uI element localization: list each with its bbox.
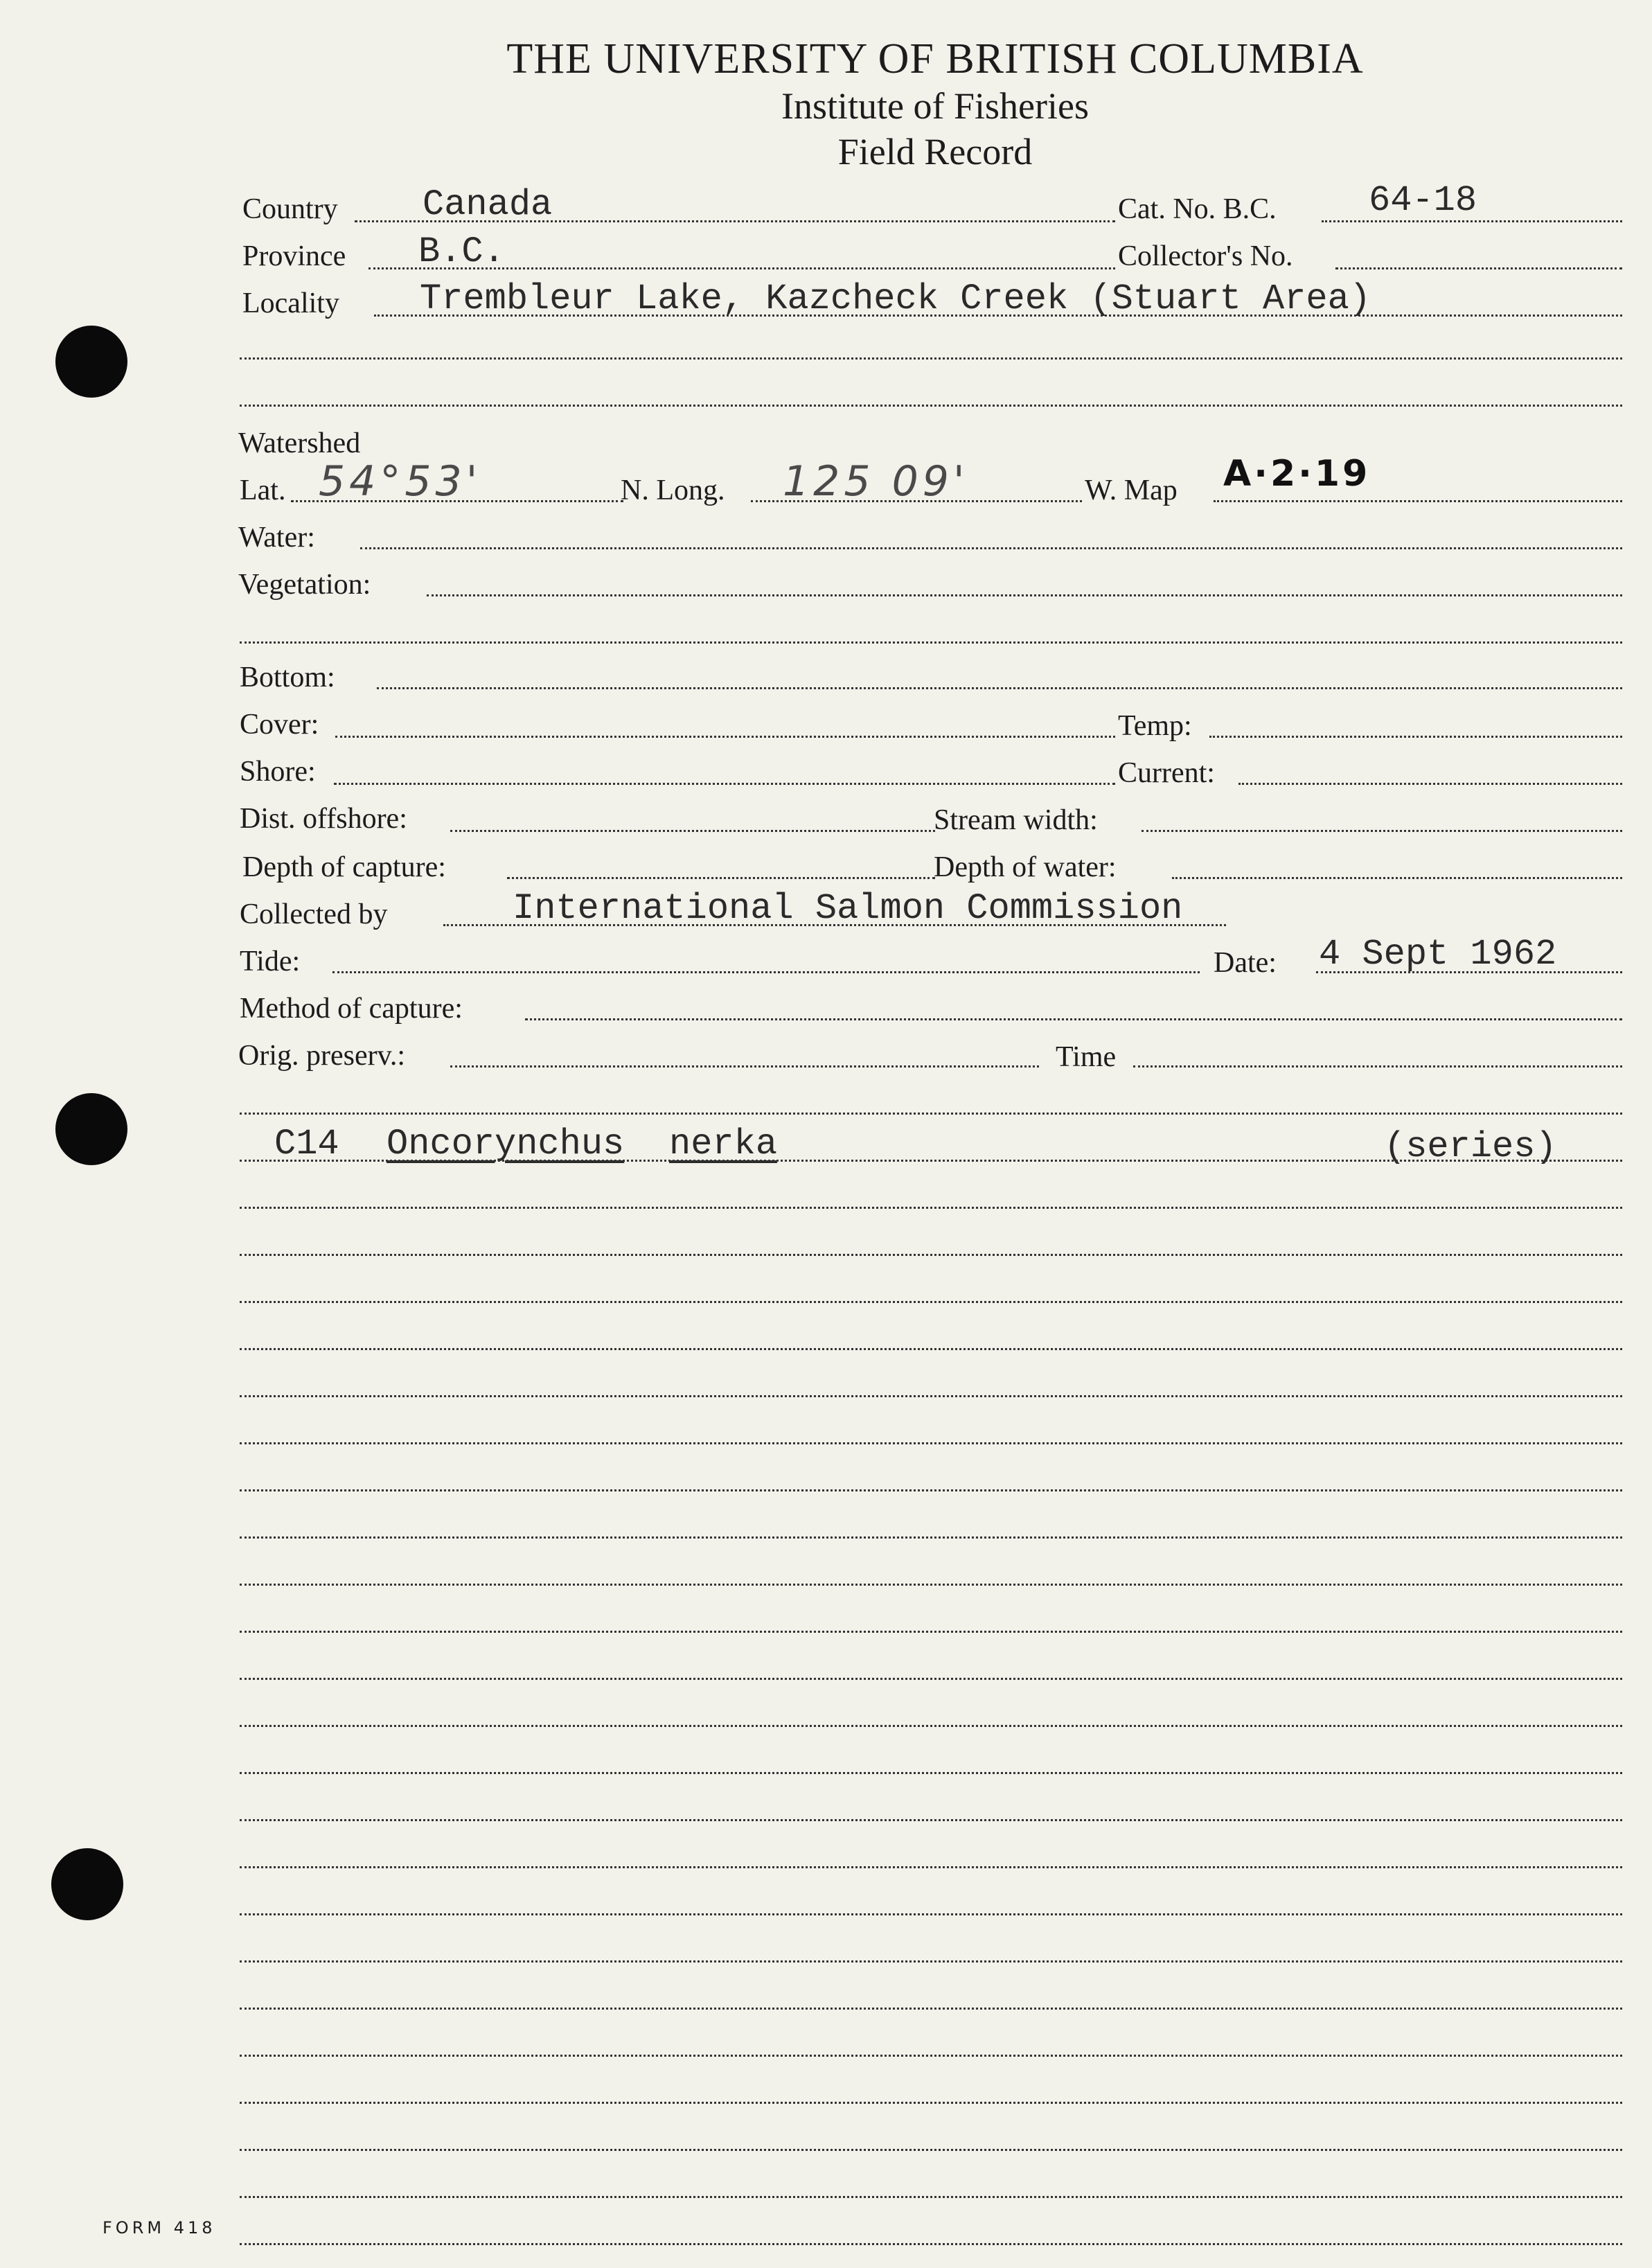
university-heading: THE UNIVERSITY OF BRITISH COLUMBIA [506, 35, 1364, 82]
shore-label: Shore: [240, 756, 316, 788]
lat-value: 54°53' [319, 457, 482, 506]
punch-hole-middle [55, 1093, 127, 1165]
record-heading: Field Record [837, 131, 1033, 172]
depth-capture-label: Depth of capture: [242, 851, 446, 883]
province-label: Province [242, 240, 346, 272]
cat-no-value: 64-18 [1369, 180, 1477, 221]
locality-value: Trembleur Lake, Kazcheck Creek (Stuart Area) [420, 278, 1371, 319]
time-label: Time [1056, 1041, 1117, 1073]
punch-hole-top [55, 326, 127, 398]
method-label: Method of capture: [240, 993, 463, 1025]
orig-preserv-label: Orig. preserv.: [238, 1040, 406, 1072]
lat-label: Lat. [240, 475, 286, 506]
specimen-code: C14 [274, 1124, 339, 1164]
locality-label: Locality [242, 287, 339, 319]
dist-offshore-label: Dist. offshore: [240, 803, 407, 835]
watershed-label: Watershed [238, 427, 361, 459]
tide-label: Tide: [240, 946, 301, 977]
long-value: 125 09' [783, 457, 969, 506]
current-label: Current: [1118, 757, 1215, 789]
punch-hole-bottom [51, 1848, 123, 1920]
depth-water-label: Depth of water: [934, 851, 1117, 883]
collected-by-label: Collected by [240, 898, 388, 930]
date-label: Date: [1214, 947, 1277, 979]
cover-label: Cover: [240, 709, 319, 741]
vegetation-label: Vegetation: [238, 569, 371, 601]
water-label: Water: [238, 522, 315, 553]
specimen-note: (series) [1384, 1126, 1557, 1167]
country-value: Canada [423, 184, 553, 225]
institute-heading: Institute of Fisheries [781, 85, 1089, 127]
bottom-label: Bottom: [240, 662, 335, 693]
stream-width-label: Stream width: [934, 804, 1098, 836]
cat-no-label: Cat. No. B.C. [1118, 193, 1277, 225]
temp-label: Temp: [1118, 710, 1192, 742]
collectors-no-label: Collector's No. [1118, 240, 1293, 272]
specimen-species: nerka [669, 1124, 778, 1164]
map-value: A·2·19 [1223, 453, 1371, 495]
specimen-genus: Oncorynchus [387, 1124, 625, 1164]
w-map-label: W. Map [1085, 475, 1178, 506]
province-value: B.C. [418, 231, 505, 272]
collected-by-value: International Salmon Commission [513, 888, 1183, 929]
form-number: FORM 418 [103, 2218, 216, 2238]
n-long-label: N. Long. [621, 475, 725, 506]
date-value: 4 Sept 1962 [1319, 934, 1557, 975]
country-label: Country [242, 193, 338, 225]
